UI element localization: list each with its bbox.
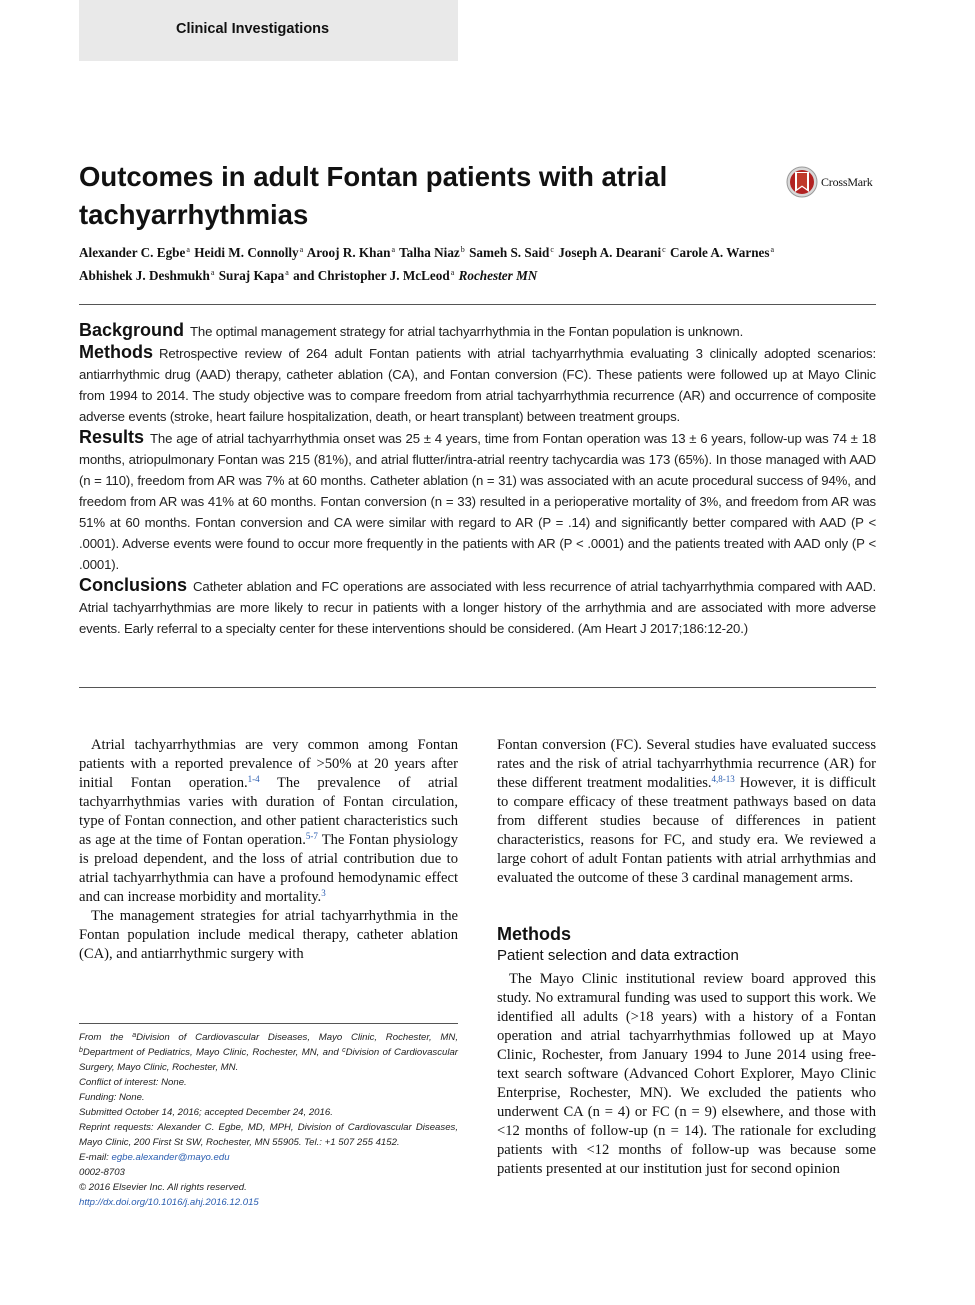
author: Heidi M. Connolly <box>194 245 299 260</box>
author-location: Rochester MN <box>458 268 538 283</box>
issn: 0002-8703 <box>79 1167 125 1178</box>
author: Suraj Kapa <box>218 268 285 283</box>
submission-dates: Submitted October 14, 2016; accepted December 24, 2016. <box>79 1107 333 1118</box>
body-right-column <box>497 736 876 1179</box>
citation-link[interactable]: 1-4 <box>247 774 260 784</box>
crossmark-icon <box>786 166 818 198</box>
abstract-top-rule <box>79 304 876 305</box>
citation-link[interactable]: 3 <box>321 888 326 898</box>
author-list: Alexander C. Egbe$^a$ Heidi M. Connolly$^a$ Arooj R. Khan$^a$ Talha Niaz$^b$ Sameh S. Said$^c$ Joseph A. Dearani$^c$ Carole A. Warnes$^a$ Abhishek J. Deshmukh$^a$ Suraj Kapa$^a$ and Christopher J. McLeod$^a$ Rochester MN <box>79 245 775 283</box>
section-heading: Methods <box>497 924 571 944</box>
abstract-heading: Background <box>79 320 185 340</box>
abstract <box>79 320 876 639</box>
body-left-column <box>79 736 458 964</box>
abstract-heading: Results <box>79 427 145 447</box>
body-paragraph: Atrial tachyarrhythmias are very common among Fontan patients with a reported prevalence of >50% at 20 years after initial Fontan operation.$^{1-4}$ The prevalence of atrial tachyarrhythmias varies with duration of Fontan circulation, type of Fontan connection, and other patient characteristics such as age at the time of Fontan operation.$^{5-7}$ The Fontan physiology is preload dependent, and the loss of atrial contribution due to atrial tachyarrhythmia can have a profound hemodynamic effect and can increase morbidity and mortality.$^3$ <box>79 737 459 905</box>
doi-link[interactable]: http://dx.doi.org/10.1016/j.ahj.2016.12.015 <box>79 1197 259 1208</box>
email-line: E-mail: egbe.alexander@mayo.edu <box>79 1152 230 1163</box>
author: Joseph A. Dearani <box>558 245 662 260</box>
copyright: © 2016 Elsevier Inc. All rights reserved. <box>79 1182 247 1193</box>
author: Arooj R. Khan <box>306 245 391 260</box>
abstract-background: Background The optimal management strategy for atrial tachyarrhythmia in the Fontan population is unknown. <box>79 320 744 340</box>
affiliations: From the $^a$Division of Cardiovascular Diseases, Mayo Clinic, Rochester, MN, $^b$Department of Pediatrics, Mayo Clinic, Rochester, MN, and $^c$Division of Cardiovascular Surgery, Mayo Clinic, Rochester, MN. <box>79 1032 458 1073</box>
footnote-rule <box>79 1023 458 1024</box>
subsection-heading: Patient selection and data extraction <box>497 947 739 964</box>
abstract-bottom-rule <box>79 687 876 688</box>
funding-note: Funding: None. <box>79 1092 145 1103</box>
author: Sameh S. Said <box>469 245 550 260</box>
body-paragraph: Fontan conversion (FC). Several studies have evaluated success rates and the risk of atrial tachyarrhythmia recurrence (AR) for these different treatment modalities.$^{4,8-13}$ However, it is difficult to compare efficacy of these treatment pathways based on data from different studies because of differences in patient characteristics, reasons for FC, and study era. We reviewed a large cohort of adult Fontan patients with atrial arrhythmias and evaluated the outcome of these 3 cardinal management arms. <box>497 737 876 886</box>
abstract-results: Results The age of atrial tachyarrhythmia onset was 25 ± 4 years, time from Fontan operation was 13 ± 6 years, follow-up was 74 ± 18 months, atriopulmonary Fontan was 215 (81%), and atrial flutter/intra-atrial reentry tachycardia was 173 (65%). In those managed with AAD (n = 110), freedom from AR was 7% at 60 months. Catheter ablation (n = 31) was associated with an acute procedural success of 94%, and freedom from AR was 41% at 60 months. Fontan conversion (n = 33) resulted in a perioperative mortality of 3%, and freedom from AR was 51% at 60 months. Fontan conversion and CA were similar with regard to AR (P = .14) and significantly better compared with AAD (P < .0001). Adverse events were found to occur more frequently in the patients with AR (P < .0001) and the patients treated with AAD only (P < .0001). <box>79 427 876 572</box>
author: Carole A. Warnes <box>670 245 770 260</box>
crossmark-label: CrossMark <box>821 174 873 189</box>
author: Alexander C. Egbe <box>79 245 186 260</box>
reprint-requests: Reprint requests: Alexander C. Egbe, MD, MPH, Division of Cardiovascular Diseases, Mayo Clinic, 200 First St SW, Rochester, MN 55905. Tel.: +1 507 255 4152. <box>79 1122 458 1148</box>
author: Talha Niaz <box>399 245 460 260</box>
crossmark-badge[interactable] <box>786 166 873 198</box>
author: and Christopher J. McLeod <box>293 268 450 283</box>
abstract-heading: Methods <box>79 342 153 362</box>
conflict-note: Conflict of interest: None. <box>79 1077 187 1088</box>
body-paragraph: The Mayo Clinic institutional review board approved this study. No extramural funding was used to support this work. We identified all adults (>18 years) with a history of a Fontan operation and atrial tachyarrhythmias followed up at Mayo Clinic, Rochester, from January 1994 to June 2014 using free-text search software (Advanced Cohort Explorer, Mayo Clinic Enterprise, Rochester, MN). We excluded the patients who underwent CA (n = 4) or FC (n = 9) elsewhere, and those with <12 months of follow-up (n = 14). The rationale for excluding patients with <12 months of follow-up was because some patients presented at our institution just for second opinion <box>497 971 876 1177</box>
article-title: Outcomes in adult Fontan patients with atrial tachyarrhythmias <box>79 161 668 230</box>
abstract-methods: Methods Retrospective review of 264 adult Fontan patients with atrial tachyarrhythmia evaluating 3 clinically adopted scenarios: antiarrhythmic drug (AAD) therapy, catheter ablation (CA), and Fontan conversion (FC). These patients were followed up at Mayo Clinic from 1994 to 2014. The study objective was to compare freedom from atrial tachyarrhythmia recurrence (AR) and occurrence of composite adverse events (stroke, heart failure hospitalization, death, or heart transplant) between treatment groups. <box>79 342 876 424</box>
body-paragraph: The management strategies for atrial tachyarrhythmia in the Fontan population include medical therapy, catheter ablation (CA), and antiarrhythmic surgery with <box>79 908 458 962</box>
abstract-heading: Conclusions <box>79 575 188 595</box>
author: Abhishek J. Deshmukh <box>79 268 210 283</box>
footnotes <box>79 1030 458 1210</box>
abstract-conclusions: Conclusions Catheter ablation and FC operations are associated with less recurrence of atrial tachyarrhythmia compared with AAD. Atrial tachyarrhythmias are more likely to recur in patients with a longer history of the arrhythmia and are associated with more adverse events. Early referral to a specialty center for these interventions should be considered. (Am Heart J 2017;186:12-20.) <box>79 575 876 636</box>
email-link[interactable]: egbe.alexander@mayo.edu <box>111 1152 230 1163</box>
citation-link[interactable]: 4,8-13 <box>711 774 735 784</box>
section-label: Clinical Investigations <box>79 0 458 61</box>
citation-link[interactable]: 5-7 <box>305 831 318 841</box>
